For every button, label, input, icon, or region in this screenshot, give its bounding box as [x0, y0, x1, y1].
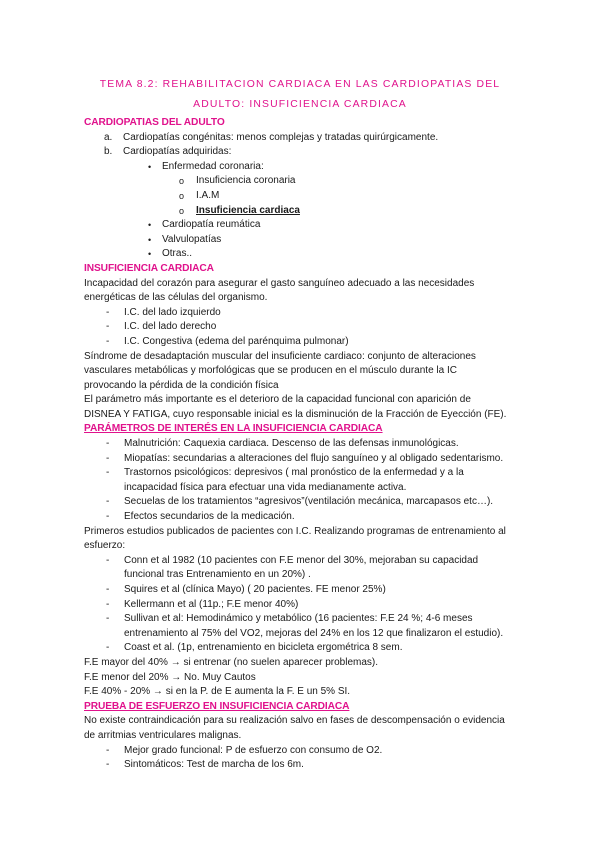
- list-item: [84, 510, 524, 525]
- list-item: [84, 218, 524, 233]
- dash-marker: -: [106, 554, 110, 566]
- list-item-text: Insuficiencia coronaria: [196, 175, 296, 187]
- fe-rule-line: F.E 40% - 20% → si en la P. de E aumenta la F. E un 5% SI.: [84, 686, 351, 698]
- paragraph-line: energéticas de las células del organismo.: [84, 292, 268, 304]
- list-item: [84, 131, 524, 146]
- paragraph-line: Primeros estudios publicados de pacientes con I.C. Realizando programas de entrenamiento al: [84, 525, 506, 537]
- list-item-text: Efectos secundarios de la medicación.: [124, 511, 295, 523]
- document-title-line-1: TEMA 8.2: REHABILITACION CARDIACA EN LAS CARDIOPATIAS DEL: [99, 79, 501, 90]
- list-item-text: Miopatías: secundarias a alteraciones del flujo sanguíneo y al obligado sedentarismo.: [124, 452, 504, 464]
- bullet-icon: •: [148, 220, 152, 231]
- list-marker: b.: [104, 146, 113, 158]
- list-item-text: Valvulopatías: [162, 233, 222, 245]
- paragraph-line: Síndrome de desadaptación muscular del insuficiente cardiaco: conjunto de alteraciones: [84, 350, 476, 362]
- list-item: [84, 641, 524, 656]
- circle-bullet-icon: o: [179, 176, 185, 187]
- list-item-text: Sullivan et al: Hemodinámico y metabólico (16 pacientes: F.E 24 %; 4-6 meses: [124, 613, 473, 625]
- dash-marker: -: [106, 744, 110, 756]
- list-item-text-continued: incapacidad física para efectuar una vida medianamente activa.: [124, 481, 407, 493]
- section-heading-insuficiencia: INSUFICIENCIA CARDIACA: [84, 262, 214, 274]
- list-item: [84, 437, 524, 452]
- list-item-text: Conn et al 1982 (10 pacientes con F.E menor del 30%, mejoraban su capacidad: [124, 554, 479, 566]
- list-item: [84, 758, 524, 773]
- section-heading-prueba-esfuerzo: PRUEBA DE ESFUERZO EN INSUFICIENCIA CARDIACA: [84, 700, 350, 712]
- dash-marker: -: [106, 584, 110, 595]
- list-item-text: Insuficiencia cardiaca: [196, 204, 300, 216]
- list-item: [84, 233, 524, 248]
- list-item: [84, 189, 524, 204]
- list-item: [84, 306, 524, 321]
- dash-marker: -: [106, 642, 110, 654]
- dash-marker: -: [106, 511, 110, 523]
- list-item-text: Enfermedad coronaria:: [162, 160, 264, 172]
- list-item: [84, 598, 524, 613]
- list-item-text: Cardiopatía reumática: [162, 219, 261, 231]
- list-item: [84, 554, 524, 583]
- circle-bullet-icon: o: [179, 205, 185, 216]
- list-item-text: I.C. del lado izquierdo: [124, 306, 221, 318]
- dash-marker: -: [106, 335, 110, 347]
- list-item-text: Secuelas de los tratamientos “agresivos”(ventilación mecánica, marcapasos etc…).: [124, 496, 494, 508]
- paragraph-line: Incapacidad del corazón para asegurar el gasto sanguíneo adecuado a las necesidades: [84, 277, 475, 289]
- circle-bullet-icon: o: [179, 190, 185, 201]
- list-item-text: I.A.M: [196, 189, 220, 201]
- list-item: [84, 466, 524, 495]
- dash-marker: -: [106, 598, 110, 610]
- document-body: [84, 116, 524, 773]
- list-item-text: Coast et al. (1p, entrenamiento en bicicleta ergométrica 8 sem.: [124, 642, 403, 654]
- dash-marker: -: [106, 759, 110, 771]
- paragraph-line: DISNEA Y FATIGA, cuyo responsable inicial es la disminución de la Fracción de Eyección (FE).: [84, 408, 507, 420]
- list-item-text: Sintomáticos: Test de marcha de los 6m.: [124, 759, 304, 771]
- list-item-text: Trastornos psicológicos: depresivos ( mal pronóstico de la enfermedad y a la: [124, 467, 464, 479]
- dash-marker: -: [106, 321, 110, 333]
- list-item-text: Kellermann et al (11p.; F.E menor 40%): [124, 598, 299, 610]
- dash-marker: -: [106, 467, 110, 479]
- bullet-icon: •: [148, 161, 152, 172]
- paragraph-line: vasculares metabólicas y morfológicas que se producen en el músculo durante la IC: [84, 365, 457, 377]
- list-item: [84, 145, 524, 160]
- list-item-text: I.C. Congestiva (edema del parénquima pulmonar): [124, 335, 349, 347]
- paragraph-line: de arritmias ventriculares malignas.: [84, 729, 242, 741]
- fe-rule-line: F.E menor del 20% → No. Muy Cautos: [84, 671, 256, 683]
- document-title-line-2: ADULTO: INSUFICIENCIA CARDIACA: [193, 99, 407, 110]
- list-item-text: Otras..: [162, 248, 193, 260]
- list-marker: a.: [104, 131, 113, 143]
- list-item-text: Cardiopatías adquiridas:: [123, 146, 232, 158]
- dash-marker: -: [106, 613, 110, 625]
- section-heading-parametros: PARÁMETROS DE INTERÉS EN LA INSUFICIENCIA CARDIACA: [84, 423, 383, 435]
- list-item: [84, 204, 524, 219]
- list-item-text: Squires et al (clínica Mayo) ( 20 pacientes. FE menor 25%): [124, 584, 386, 595]
- list-item: [84, 495, 524, 510]
- list-item-text: Malnutrición: Caquexia cardiaca. Descenso de las defensas inmunológicas.: [124, 438, 459, 450]
- list-item-text-continued: entrenamiento al 75% del VO2, mejoras del 24% en los 12 que finalizaron el estudio).: [124, 627, 504, 639]
- fe-rule-line: F.E mayor del 40% → si entrenar (no suelen aparecer problemas).: [84, 656, 379, 668]
- paragraph-line: esfuerzo:: [84, 540, 126, 552]
- list-item: [84, 160, 524, 175]
- list-item: [84, 247, 524, 262]
- paragraph-line: El parámetro más importante es el deterioro de la capacidad funcional con aparición de: [84, 394, 471, 406]
- paragraph-line: No existe contraindicación para su realización salvo en fases de descompensación o evidencia: [84, 715, 505, 727]
- dash-marker: -: [106, 438, 110, 450]
- list-item: [84, 452, 524, 467]
- bullet-icon: •: [148, 249, 152, 260]
- dash-marker: -: [106, 496, 110, 508]
- dash-marker: -: [106, 306, 110, 318]
- list-item-text-continued: funcional tras Entrenamiento en un 20%) .: [124, 569, 311, 581]
- list-item-text: I.C. del lado derecho: [124, 321, 217, 333]
- dash-marker: -: [106, 452, 110, 464]
- paragraph-line: provocando la pérdida de la condición física: [84, 379, 279, 391]
- list-item-text: Cardiopatías congénitas: menos complejas y tratadas quirúrgicamente.: [123, 131, 439, 143]
- list-item: [84, 612, 524, 641]
- list-item: [84, 320, 524, 335]
- list-item: [84, 583, 524, 598]
- list-item: [84, 335, 524, 350]
- section-heading-cardiopatias: CARDIOPATIAS DEL ADULTO: [84, 117, 225, 128]
- list-item: [84, 174, 524, 189]
- list-item: [84, 744, 524, 759]
- list-item-text: Mejor grado funcional: P de esfuerzo con consumo de O2.: [124, 744, 383, 756]
- bullet-icon: •: [148, 234, 152, 245]
